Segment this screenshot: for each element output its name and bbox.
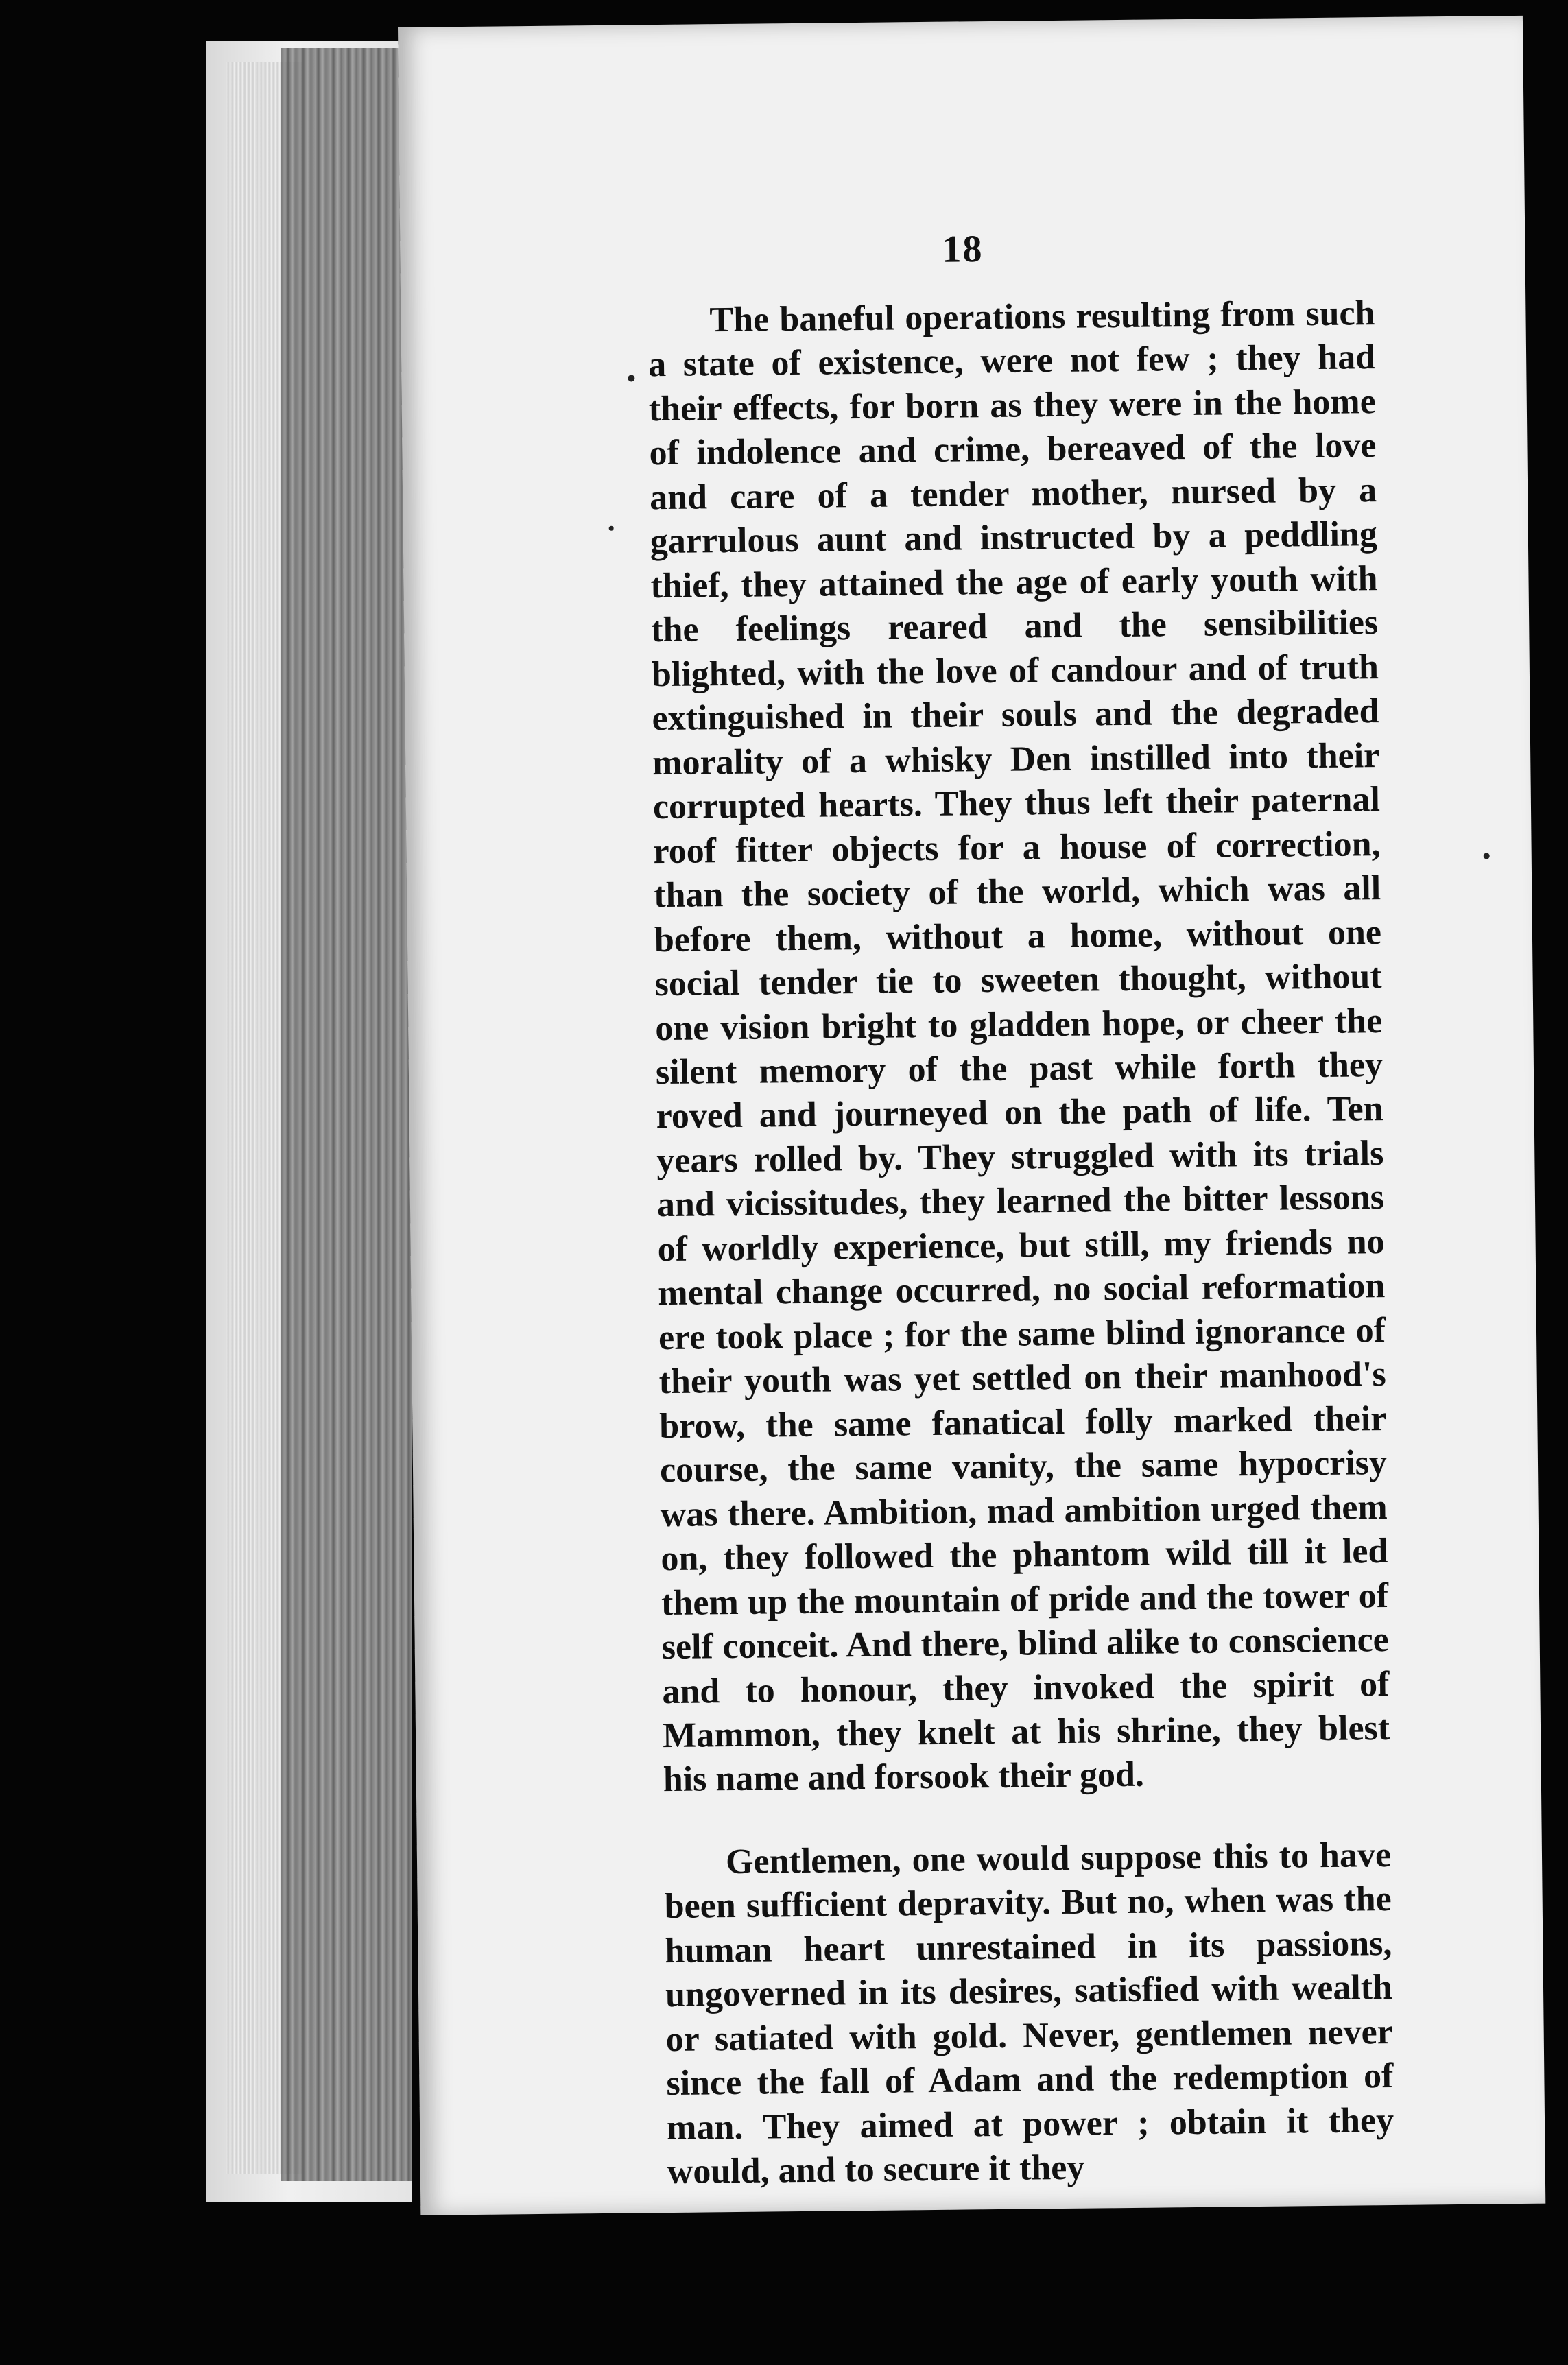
paragraph-2: Gentlemen, one would suppose this to have been sufficient depravity. But no, when was the human heart unrestained in its passions, ungoverned in its desires, satisfied with wealth or satiated with gold. Never, gentlemen never since the fall of Adam and the redemption of man. They aimed at power ; obtain it they would, and to secure it they [664,1835,1394,2192]
paragraph-1: The baneful operations resulting from such a state of existence, were not few ; they had their effects, for born as they were in the home of indolence and crime, bereaved of the love and care of a tender mother, nursed by a garrulous aunt and instructed by a peddling thief, they attained the age of early youth with the feelings reared and the sensibilities blighted, with the love of candour and of truth extinguished in their souls and the degraded morality of a whisky Den instilled into their corrupted hearts. They thus left their paternal roof fitter objects for a house of correction, than the society of the world, which was all before them, without a home, without one social tender tie to sweeten thought, without one vision bright to gladden hope, or cheer the silent memory of the past while forth they roved and journeyed on the path of life. Ten years rolled by. They struggled with its trials and vicissitudes, they learned the bitter lessons of worldly experience, but still, my friends no mental change occurred, no social reformation ere took place ; for the same blind ignorance of their youth was yet settled on their manhood's brow, the same fanatical folly marked their course, the same vanity, the same hypocrisy was there. Ambition, mad ambition urged them on, they followed the phantom wild till it led them up the mountain of pride and the tower of self conceit. And there, blind alike to conscience and to honour, they invoked the spirit of Mammon, they knelt at his shrine, they blest his name and forsook their god. [648,294,1390,1800]
book-spine [281,48,412,2181]
ink-speck [1484,853,1490,859]
book-page [398,16,1545,2215]
ink-speck [628,375,634,381]
page-number: 18 [942,228,984,271]
body-text [648,292,1394,2195]
ink-speck [609,526,614,531]
